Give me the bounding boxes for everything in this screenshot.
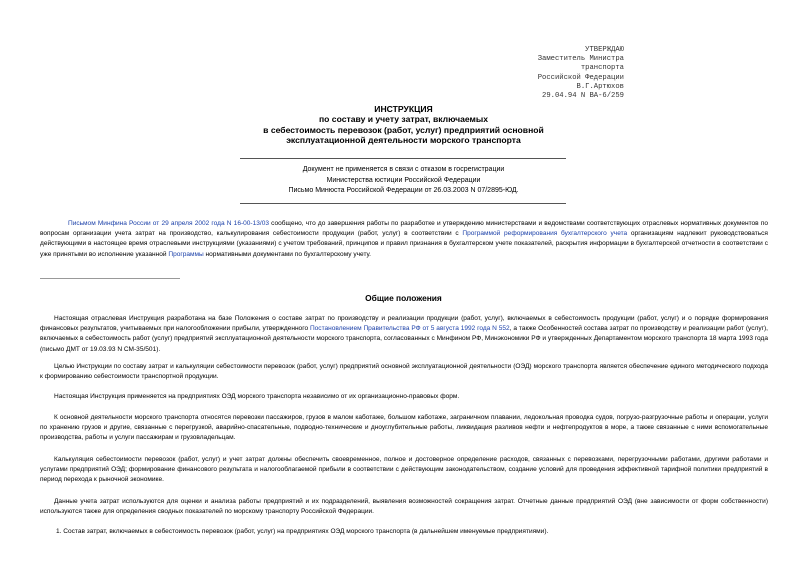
status-notice (0, 165, 807, 197)
approval-block (538, 46, 624, 101)
paragraph-text: Настоящая отраслевая Инструкция разработана на базе Положения о составе затрат по производству и реализации продукции (работ, услуг), включаемых в себестоимость продукции (работ, услуг) и о порядке формирования финансовых результатов, учитываемых при налогообложении прибыли, утвержденного (40, 315, 768, 333)
notice-line: Письмо Минюста Российской Федерации от 26.03.2003 N 07/2895-ЮД. (288, 187, 519, 195)
paragraph (40, 314, 768, 355)
title-line: по составу и учету затрат, включаемых (318, 114, 489, 125)
reform-program-link[interactable]: Программой реформирования бухгалтерского учета (462, 230, 628, 238)
section-title: Общие положения (365, 293, 442, 303)
paragraph: Калькуляция себестоимости перевозок (работ, услуг) и учет затрат должны обеспечить своевременное, полное и достоверное определение расходов, связанных с перевозками, перегрузочными работами, другими работами и услугами предприятий ОЭД; формирование финансового результата и налогооблагаемой прибыли в соответствии с действующим законодательством, создание условий для проведения эффективной тарифной политики предприятий в период перехода к рыночной экономике. (40, 456, 768, 484)
document-title (0, 104, 807, 146)
paragraph-text: , а также Особенностей состава затрат по производству и реализации работ (услуг), включаемых в себестоимость работ (услуг) предприятий эксплуатационной деятельности морского транспорта, согласованных с Минфином РФ, Минэкономики РФ и утвержденных Департаментом морского транспорта 18 марта 1993 года (письмо ДМТ от 19.03.93 N СМ-35/501). (40, 325, 768, 353)
intro-text: организациям надлежит руководствоваться действующими в настоящее время отраслевыми инструкциями (указаниями) с учетом требований, принципов и правил признания в бухгалтерском учете показателей, раскрытия информации в бухгалтерской отчетности в соответствии с уже принятыми во исполнение указанной (40, 230, 768, 258)
approval-line: транспорта (580, 64, 624, 73)
intro-paragraph (40, 219, 768, 260)
title-line: эксплуатационной деятельности морского транспорта (286, 135, 521, 146)
paragraph: Настоящая Инструкция применяется на предприятиях ОЭД морского транспорта независимо от их организационно-правовых форм. (54, 393, 460, 400)
paragraph: Данные учета затрат используются для оценки и анализа работы предприятий и их подразделений, выявления возможностей сокращения затрат. Отчетные данные предприятий ОЭД (вне зависимости от форм собственности) используются также для определения сводных показателей по морскому транспорту Российской Федерации. (40, 498, 768, 516)
divider (240, 158, 566, 159)
program-link[interactable]: Программы (168, 250, 204, 258)
approval-line: Заместитель Министра (537, 55, 624, 64)
divider (240, 203, 566, 204)
title-line: в себестоимость перевозок (работ, услуг) предприятий основной (263, 124, 544, 135)
approval-line: Российской Федерации (537, 73, 624, 82)
title-line: ИНСТРУКЦИЯ (374, 104, 433, 114)
intro-text: сообщено, что до завершения работы по разработке и утверждению министерствами и ведомствами соответствующих отраслевых нормативных документов по вопросам организации учета затрат на производство, калькулирования себестоимости продукции (работ, услуг) в соответствии с (40, 220, 768, 238)
government-decree-link[interactable]: Постановлением Правительства РФ от 5 августа 1992 года N 552 (309, 325, 510, 333)
minfin-letter-link[interactable]: Письмом Минфина России от 29 апреля 2002 года N 16-00-13/03 (68, 220, 269, 227)
paragraph: 1. Состав затрат, включаемых в себестоимость перевозок (работ, услуг) на предприятиях ОЭД морского транспорта (в дальнейшем именуемые предприятиями). (56, 528, 549, 535)
paragraph: К основной деятельности морского транспорта относятся перевозки пассажиров, грузов в малом каботаже, большом каботаже, заграничном плавании, ледокольная проводка судов, погрузо-разгрузочные работы и операции, услуги по хранению грузов и другие, связанные с перегрузкой, аварийно-спасательные, подводно-технические и дноуглубительные работы, ликвидация разливов нефти и нефтепродуктов в море, а также связанные с ними вспомогательные производства, работы и услуги пассажирам и грузовладельцам. (40, 414, 768, 442)
notice-line: Документ не применяется в связи с отказом в госрегистрации (302, 166, 505, 173)
notice-line: Министерства юстиции Российской Федерации (326, 176, 481, 184)
approval-line: 29.04.94 N ВА-6/259 (542, 92, 624, 101)
intro-text: нормативными документами по бухгалтерскому учету. (203, 250, 371, 258)
approval-line: В.Г.Артюхов (576, 82, 624, 91)
approval-line: УТВЕРЖДАЮ (585, 46, 624, 54)
divider (40, 278, 180, 279)
paragraph: Целью Инструкции по составу затрат и калькуляции себестоимости перевозок (работ, услуг) предприятий основной эксплуатационной деятельности (ОЭД) морского транспорта является обеспечение единого методического подхода к формированию себестоимости транспортной продукции. (40, 363, 768, 381)
